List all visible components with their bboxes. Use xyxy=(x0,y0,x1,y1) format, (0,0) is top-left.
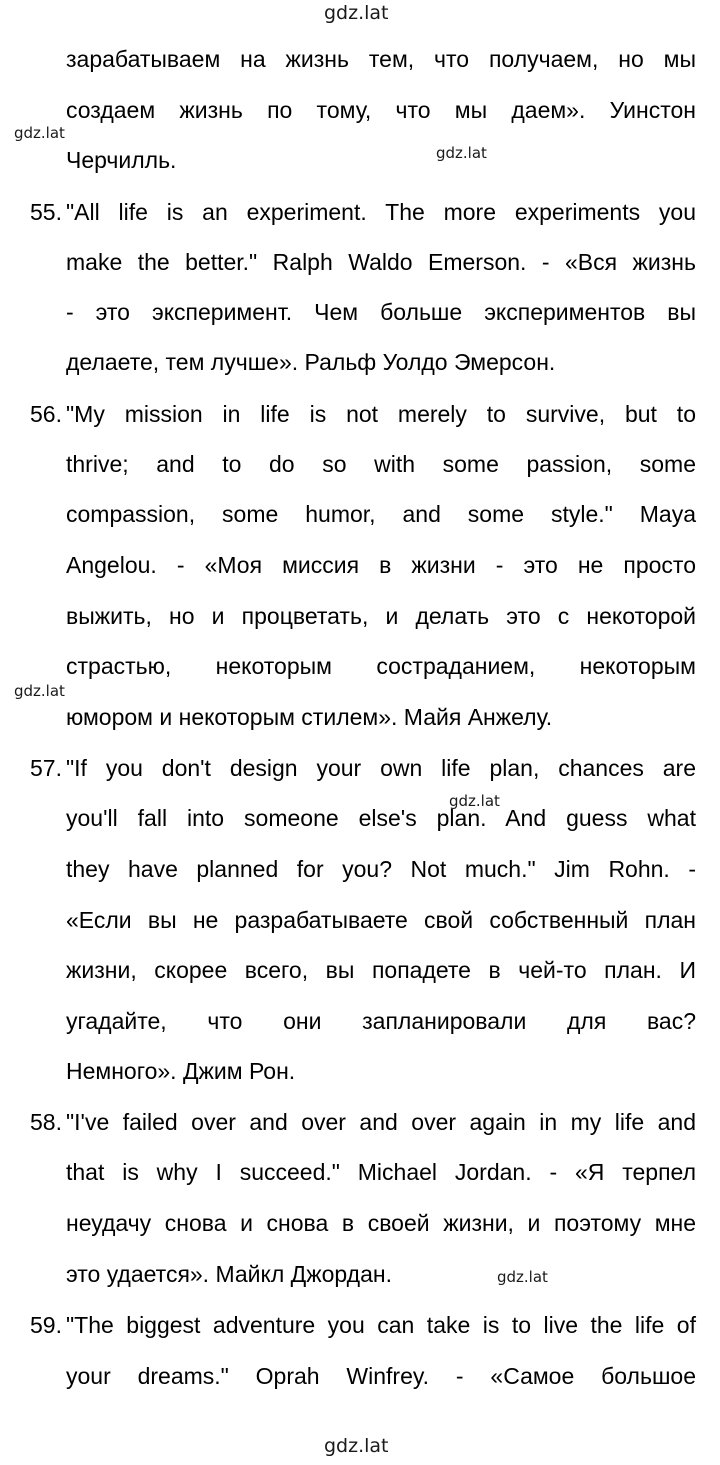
line-text: make the better." Ralph Waldo Emerson. - «Вся жизнь xyxy=(66,249,696,275)
line-text: you'll fall into someone else's plan. And guess what xyxy=(66,805,696,831)
line-text: "The biggest adventure you can take is to live the life of xyxy=(66,1312,696,1338)
item-number: 58. xyxy=(30,1109,62,1135)
line-text: "All life is an experiment. The more experiments you xyxy=(66,199,696,225)
line-text: they have planned for you? Not much." Jim Rohn. - xyxy=(66,856,696,882)
watermark: gdz.lat xyxy=(449,792,500,810)
line-text: создаем жизнь по тому, что мы даем». Уинстон xyxy=(66,97,696,123)
line-text: Angelou. - «Моя миссия в жизни - это не просто xyxy=(66,552,696,578)
line-text: Немного». Джим Рон. xyxy=(66,1058,296,1084)
line-text: "My mission in life is not merely to survive, but to xyxy=(66,401,696,427)
watermark: gdz.lat xyxy=(14,682,65,700)
item-number: 59. xyxy=(30,1312,62,1338)
line-text: неудачу снова и снова в своей жизни, и поэтому мне xyxy=(66,1210,696,1236)
line-text: угадайте, что они запланировали для вас? xyxy=(66,1008,696,1034)
line-text: выжить, но и процветать, и делать это с некоторой xyxy=(66,603,696,629)
line-text: "I've failed over and over and over again in my life and xyxy=(66,1109,696,1135)
line-text: юмором и некоторым стилем». Майя Анжелу. xyxy=(66,704,553,730)
line-text: делаете, тем лучше». Ральф Уолдо Эмерсон. xyxy=(66,349,556,375)
line-text: жизни, скорее всего, вы попадете в чей-то план. И xyxy=(66,957,696,983)
item-number: 57. xyxy=(30,755,62,781)
item-number: 56. xyxy=(30,401,62,427)
watermark: gdz.lat xyxy=(14,124,65,142)
watermark: gdz.lat xyxy=(497,1268,548,1286)
line-text: это удается». Майкл Джордан. xyxy=(66,1261,392,1287)
line-text: зарабатываем на жизнь тем, что получаем, но мы xyxy=(66,46,696,72)
watermark: gdz.lat xyxy=(436,144,487,162)
line-text: your dreams." Oprah Winfrey. - «Самое большое xyxy=(66,1363,696,1389)
line-text: thrive; and to do so with some passion, some xyxy=(66,451,696,477)
line-text: «Если вы не разрабатываете свой собственный план xyxy=(66,907,696,933)
watermark-bottom: gdz.lat xyxy=(324,1435,389,1457)
line-text: страстью, некоторым состраданием, некоторым xyxy=(66,653,696,679)
line-text: compassion, some humor, and some style." Maya xyxy=(66,501,696,527)
line-text: that is why I succeed." Michael Jordan. - «Я терпел xyxy=(66,1159,696,1185)
item-number: 55. xyxy=(30,199,62,225)
line-text: - это эксперимент. Чем больше экспериментов вы xyxy=(66,299,696,325)
line-text: Черчилль. xyxy=(66,147,177,173)
watermark-top: gdz.lat xyxy=(324,2,389,24)
line-text: "If you don't design your own life plan, chances are xyxy=(66,755,696,781)
